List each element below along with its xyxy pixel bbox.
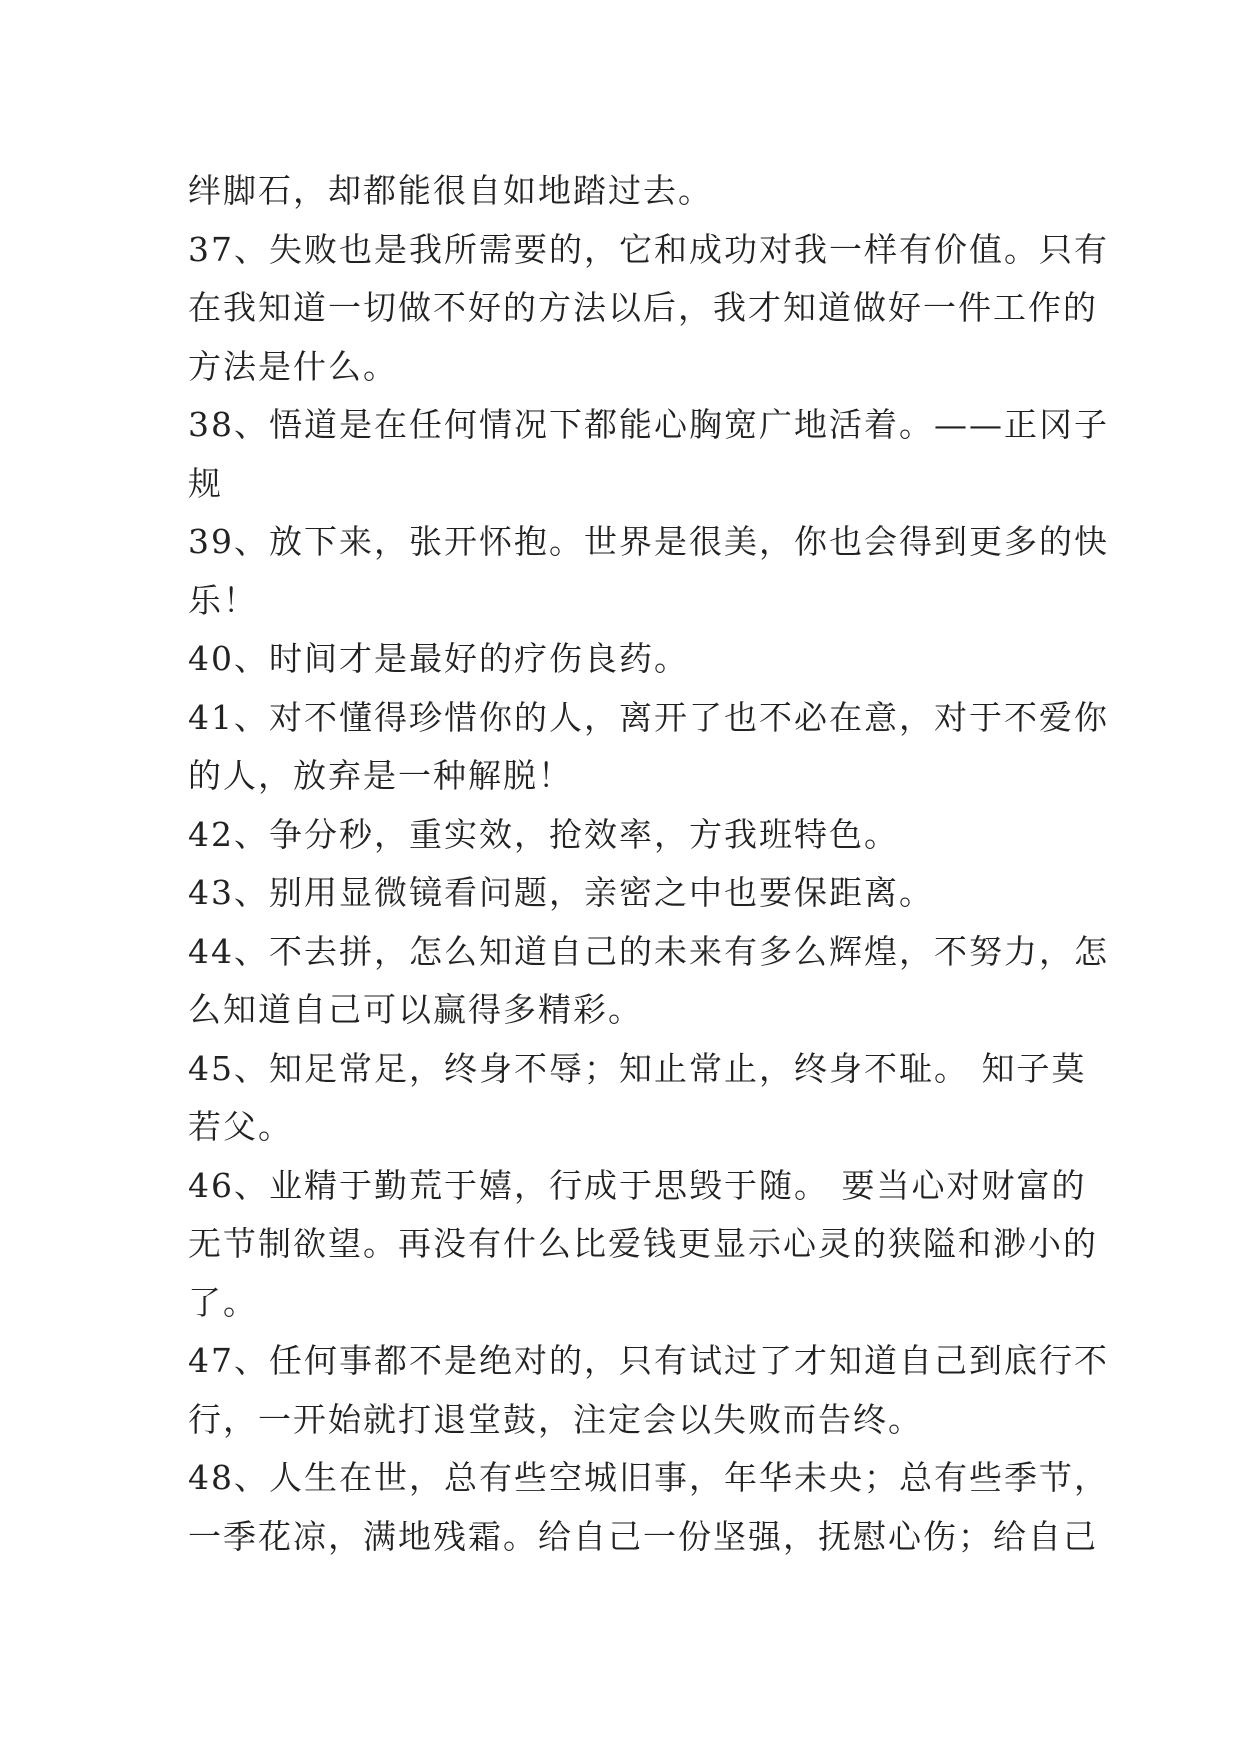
document-body — [188, 162, 1109, 1566]
text-line: 41、对不懂得珍惜你的人，离开了也不必在意，对于不爱你 — [188, 697, 1109, 737]
text-line: 规 — [188, 463, 223, 503]
text-line: 48、人生在世，总有些空城旧事，年华未央；总有些季节， — [188, 1458, 1109, 1497]
text-line: 一季花凉，满地残霜。给自己一份坚强，抚慰心伤；给自己 — [188, 1516, 1098, 1556]
text-line: 在我知道一切做不好的方法以后，我才知道做好一件工作的 — [188, 288, 1098, 327]
text-line: 44、不去拼，怎么知道自己的未来有多么辉煌，不努力，怎 — [188, 931, 1109, 971]
text-line: 行，一开始就打退堂鼓，注定会以失败而告终。 — [188, 1399, 923, 1439]
text-line: 40、时间才是最好的疗伤良药。 — [188, 639, 689, 678]
text-line: 45、知足常足，终身不辱；知止常止，终身不耻。 知子莫 — [188, 1048, 1087, 1088]
text-line: 了。 — [188, 1282, 258, 1322]
text-line: 方法是什么。 — [188, 346, 398, 386]
text-line: 乐！ — [188, 580, 258, 620]
text-line: 39、放下来，张开怀抱。世界是很美，你也会得到更多的快 — [188, 522, 1109, 561]
text-line: 47、任何事都不是绝对的，只有试过了才知道自己到底行不 — [188, 1341, 1109, 1380]
text-line: 43、别用显微镜看问题，亲密之中也要保距离。 — [188, 873, 934, 912]
text-line: 37、失败也是我所需要的，它和成功对我一样有价值。只有 — [188, 229, 1109, 269]
text-line: 的人，放弃是一种解脱！ — [188, 756, 573, 795]
text-line: 无节制欲望。再没有什么比爱钱更显示心灵的狭隘和渺小的 — [188, 1224, 1098, 1263]
text-line: 42、争分秒，重实效，抢效率，方我班特色。 — [188, 814, 899, 854]
text-line: 46、业精于勤荒于嬉，行成于思毁于随。 要当心对财富的 — [188, 1165, 1087, 1205]
text-line: 么知道自己可以赢得多精彩。 — [188, 990, 643, 1029]
text-line: 若父。 — [188, 1107, 293, 1146]
text-line: 绊脚石，却都能很自如地踏过去。 — [188, 171, 713, 210]
text-line: 38、悟道是在任何情况下都能心胸宽广地活着。——正冈子 — [188, 405, 1109, 444]
